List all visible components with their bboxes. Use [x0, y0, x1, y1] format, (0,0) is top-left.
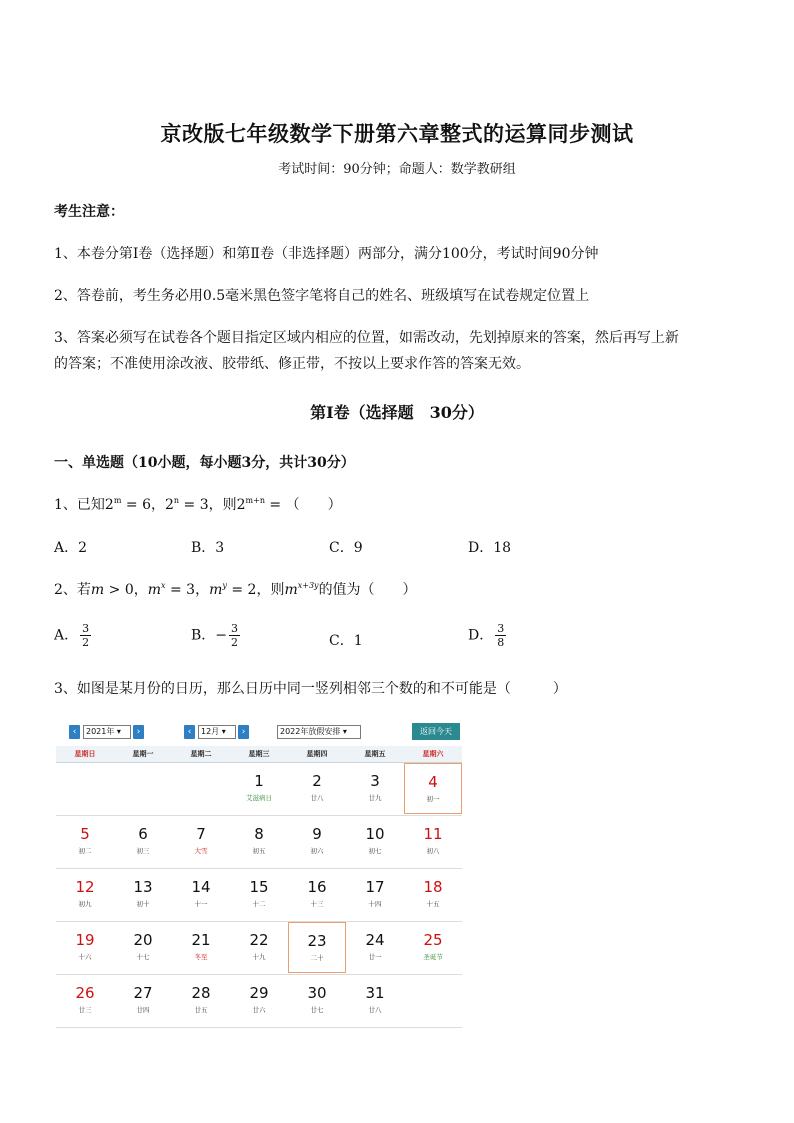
q2-base: m [284, 582, 298, 598]
lunar-date: 初六 [310, 847, 324, 855]
calendar-day-cell[interactable] [230, 869, 288, 920]
lunar-date: 廿七 [310, 1006, 324, 1014]
calendar-day-cell[interactable] [56, 922, 114, 973]
day-number: 15 [249, 878, 269, 896]
day-number: 7 [196, 825, 206, 843]
lunar-date: 初九 [78, 900, 92, 908]
calendar-day-cell[interactable] [56, 975, 114, 1026]
lunar-date: 二十 [310, 954, 324, 962]
month-select[interactable] [198, 725, 236, 739]
day-number: 2 [312, 772, 322, 790]
calendar-day-cell[interactable] [230, 975, 288, 1026]
question-1 [54, 494, 342, 514]
q2-text: > 0， [104, 582, 148, 598]
q1-option-b: B．3 [191, 540, 225, 556]
holiday-select[interactable] [277, 725, 361, 739]
lunar-date: 初七 [368, 847, 382, 855]
q1-base: 2 [104, 497, 114, 513]
day-number: 4 [428, 773, 438, 791]
lunar-date: 廿八 [368, 1006, 382, 1014]
denominator: 8 [497, 636, 505, 649]
q2-option-c: C．1 [329, 633, 363, 649]
lunar-date: 初一 [426, 795, 440, 803]
year-select-value: 2021年 [86, 727, 115, 736]
day-number: 19 [75, 931, 95, 949]
q2-prefix: 2、若 [54, 582, 91, 598]
day-number: 29 [249, 984, 269, 1002]
section-title: 第Ⅰ卷（选择题 30分） [310, 403, 484, 422]
next-year-icon[interactable]: › [133, 725, 144, 739]
lunar-date: 廿九 [368, 794, 382, 802]
lunar-date: 初五 [252, 847, 266, 855]
lunar-date: 十七 [136, 953, 150, 961]
fraction [80, 622, 91, 649]
day-number: 23 [307, 932, 327, 950]
q1-exponent: m [113, 496, 122, 505]
day-number: 31 [365, 984, 385, 1002]
lunar-date: 廿三 [78, 1006, 92, 1014]
calendar-grid [56, 763, 462, 1028]
calendar-week-row [56, 975, 462, 1028]
calendar-day-cell[interactable] [346, 869, 404, 920]
numerator: 3 [231, 622, 239, 635]
q1-option-d: D．18 [468, 540, 512, 556]
calendar-week-row [56, 816, 462, 869]
lunar-date: 初二 [78, 847, 92, 855]
fraction [495, 622, 506, 649]
q2-option-b-label: B．− [191, 627, 228, 644]
notice-heading: 考生注意： [54, 204, 124, 220]
q2-exponent: x [161, 581, 166, 590]
calendar-day-cell[interactable] [114, 816, 172, 867]
lunar-date: 初三 [136, 847, 150, 855]
day-number: 1 [254, 772, 264, 790]
calendar-week-row [56, 869, 462, 922]
back-to-today-button[interactable]: 返回今天 [412, 723, 460, 740]
day-number: 9 [312, 825, 322, 843]
lunar-date: 十二 [252, 900, 266, 908]
day-number: 5 [80, 825, 90, 843]
q1-suffix: = （ ） [264, 497, 342, 513]
calendar-day-cell[interactable] [404, 763, 462, 814]
calendar-day-cell[interactable] [114, 975, 172, 1026]
lunar-date: 大雪 [194, 847, 208, 855]
q2-option-b [191, 622, 242, 649]
numerator: 3 [82, 622, 90, 635]
q2-option-a-label: A． [54, 627, 79, 644]
q1-prefix: 1、已知 [54, 497, 105, 513]
calendar-day-cell[interactable] [288, 816, 346, 867]
calendar-week-row [56, 922, 462, 975]
calendar-day-cell[interactable] [230, 922, 288, 973]
day-number: 8 [254, 825, 264, 843]
calendar-day-cell[interactable] [288, 763, 346, 814]
day-number: 10 [365, 825, 385, 843]
lunar-date: 冬至 [194, 953, 208, 961]
day-number: 11 [423, 825, 443, 843]
q1-exponent: m+n [245, 496, 265, 505]
calendar-day-cell[interactable] [288, 922, 346, 973]
notice-item-3: 3、答案必须写在试卷各个题目指定区域内相应的位置，如需改动，先划掉原来的答案，然后再写上新 [54, 330, 679, 346]
chevron-down-icon: ▾ [221, 727, 226, 736]
question-3: 3、如图是某月份的日历，那么日历中同一竖列相邻三个数的和不可能是（ ） [54, 681, 567, 697]
lunar-date: 十九 [252, 953, 266, 961]
denominator: 2 [82, 636, 90, 649]
calendar-day-cell[interactable] [56, 869, 114, 920]
holiday-select-value: 2022年放假安排 [280, 727, 341, 736]
notice-item-1: 1、本卷分第Ⅰ卷（选择题）和第Ⅱ卷（非选择题）两部分，满分100分，考试时间90分钟 [54, 246, 599, 262]
lunar-date: 十三 [310, 900, 324, 908]
q1-base: 2 [164, 497, 174, 513]
notice-item-3-cont: 的答案；不准使用涂改液、胶带纸、修正带，不按以上要求作答的答案无效。 [54, 356, 530, 372]
denominator: 2 [231, 636, 239, 649]
day-number: 24 [365, 931, 385, 949]
calendar-day-cell[interactable] [404, 922, 462, 973]
year-select[interactable] [83, 725, 131, 739]
day-number: 18 [423, 878, 443, 896]
calendar-day-cell[interactable] [172, 922, 230, 973]
prev-year-icon[interactable]: ‹ [69, 725, 80, 739]
weekday-sat: 星期六 [422, 750, 444, 758]
calendar-day-cell[interactable] [346, 975, 404, 1026]
calendar-day-cell[interactable] [346, 922, 404, 973]
lunar-date: 廿八 [310, 794, 324, 802]
calendar-day-cell[interactable] [172, 975, 230, 1026]
q2-option-d [468, 622, 508, 649]
q2-text: = 3， [165, 582, 210, 598]
lunar-date: 圣诞节 [423, 953, 443, 961]
month-select-value: 12月 [201, 727, 220, 736]
weekday-tue: 星期二 [190, 750, 212, 758]
day-number: 16 [307, 878, 327, 896]
q1-base: 2 [236, 497, 246, 513]
q2-option-a [54, 622, 93, 649]
numerator: 3 [497, 622, 505, 635]
calendar-day-cell[interactable] [172, 816, 230, 867]
notice-item-2: 2、答卷前，考生务必用0.5毫米黑色签字笔将自己的姓名、班级填写在试卷规定位置上 [54, 288, 590, 304]
q1-text: = 3，则 [179, 497, 237, 513]
calendar-day-cell[interactable] [56, 816, 114, 867]
calendar-day-cell[interactable] [288, 869, 346, 920]
page-title: 京改版七年级数学下册第六章整式的运算同步测试 [160, 121, 634, 146]
lunar-date: 廿五 [194, 1006, 208, 1014]
calendar-day-cell[interactable] [404, 869, 462, 920]
q2-text: = 2，则 [226, 582, 285, 598]
calendar-day-cell[interactable] [172, 869, 230, 920]
lunar-date: 十六 [78, 953, 92, 961]
q1-text: = 6， [121, 497, 165, 513]
fraction [229, 622, 240, 649]
lunar-date: 十一 [194, 900, 208, 908]
prev-month-icon[interactable]: ‹ [184, 725, 195, 739]
weekday-sun: 星期日 [74, 750, 96, 758]
day-number: 27 [133, 984, 153, 1002]
day-number: 14 [191, 878, 211, 896]
q1-option-c: C．9 [329, 540, 363, 556]
weekday-wed: 星期三 [248, 750, 270, 758]
weekday-fri: 星期五 [364, 750, 386, 758]
lunar-date: 十五 [426, 900, 440, 908]
part-title: 一、单选题（10小题，每小题3分，共计30分） [54, 455, 355, 471]
question-2 [54, 579, 417, 599]
calendar-figure [56, 720, 462, 1020]
lunar-date: 廿一 [368, 953, 382, 961]
q2-exponent: y [222, 581, 227, 590]
day-number: 20 [133, 931, 153, 949]
q2-suffix: 的值为（ ） [318, 582, 417, 598]
day-number: 13 [133, 878, 153, 896]
q2-exponent: x+3y [297, 581, 319, 590]
q1-option-a: A．2 [54, 540, 88, 556]
weekday-mon: 星期一 [132, 750, 154, 758]
q1-exponent: n [173, 496, 180, 505]
exam-info: 考试时间：90分钟；命题人：数学教研组 [278, 162, 516, 177]
q2-base: m [209, 582, 223, 598]
calendar-day-cell[interactable] [230, 816, 288, 867]
weekday-thu: 星期四 [306, 750, 328, 758]
lunar-date: 十四 [368, 900, 382, 908]
day-number: 21 [191, 931, 211, 949]
calendar-day-cell[interactable] [346, 816, 404, 867]
chevron-down-icon: ▾ [342, 727, 347, 736]
calendar-day-cell[interactable] [230, 763, 288, 814]
day-number: 12 [75, 878, 95, 896]
calendar-day-cell[interactable] [404, 816, 462, 867]
chevron-down-icon: ▾ [116, 727, 121, 736]
q2-base: m [147, 582, 162, 598]
calendar-day-cell[interactable] [114, 922, 172, 973]
q2-var: m [90, 582, 105, 598]
q2-option-d-label: D． [468, 627, 494, 644]
calendar-toolbar [56, 720, 462, 744]
day-number: 28 [191, 984, 211, 1002]
weekday-header [56, 746, 462, 763]
day-number: 6 [138, 825, 148, 843]
next-month-icon[interactable]: › [238, 725, 249, 739]
lunar-date: 艾滋病日 [246, 794, 272, 802]
day-number: 22 [249, 931, 269, 949]
day-number: 3 [370, 772, 380, 790]
day-number: 26 [75, 984, 95, 1002]
lunar-date: 廿四 [136, 1006, 150, 1014]
calendar-week-row [56, 763, 462, 816]
lunar-date: 初十 [136, 900, 150, 908]
calendar-day-cell[interactable] [288, 975, 346, 1026]
calendar-day-cell[interactable] [114, 869, 172, 920]
lunar-date: 廿六 [252, 1006, 266, 1014]
lunar-date: 初八 [426, 847, 440, 855]
calendar-day-cell[interactable] [346, 763, 404, 814]
day-number: 30 [307, 984, 327, 1002]
day-number: 25 [423, 931, 443, 949]
day-number: 17 [365, 878, 385, 896]
